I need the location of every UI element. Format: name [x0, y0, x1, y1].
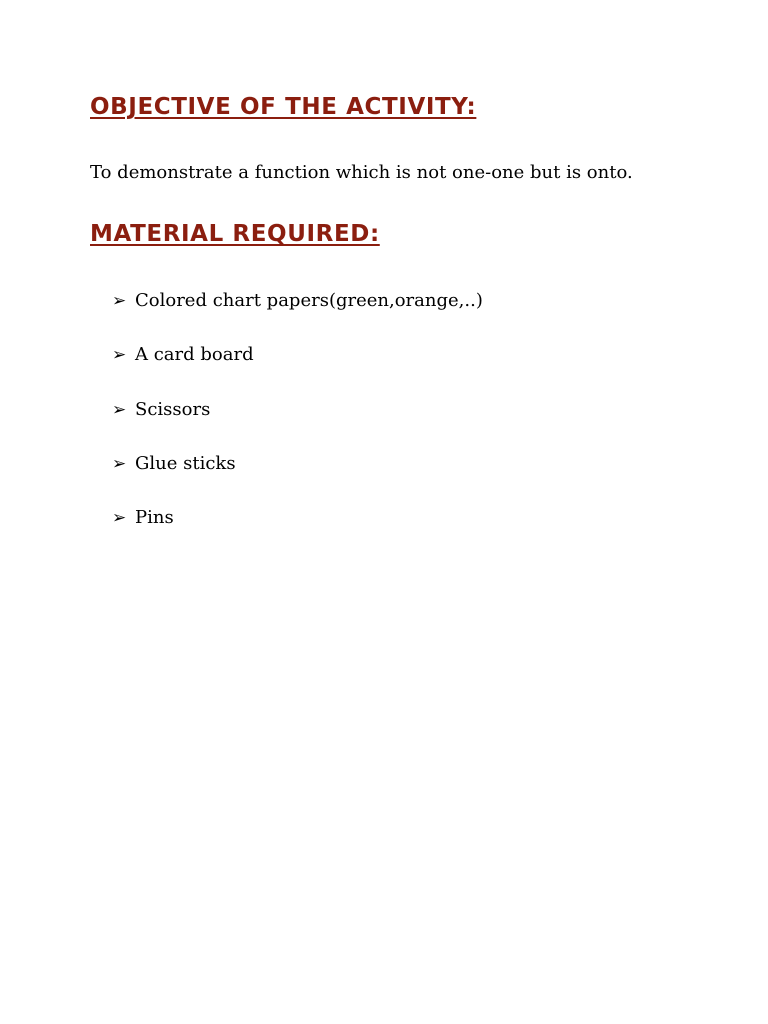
list-item — [112, 290, 483, 344]
list-item — [112, 399, 483, 453]
list-item-label: Pins — [135, 507, 174, 529]
objective-text: To demonstrate a function which is not one-one but is onto. — [90, 162, 633, 183]
material-list — [112, 290, 483, 561]
list-item-label: Glue sticks — [135, 452, 236, 474]
arrowhead-bullet-icon: ➢ — [112, 291, 127, 311]
arrowhead-bullet-icon: ➢ — [112, 508, 127, 529]
arrowhead-bullet-icon: ➢ — [112, 345, 127, 366]
list-item-label: Colored chart papers(green,orange,..) — [135, 290, 483, 311]
material-heading: MATERIAL REQUIRED: — [90, 221, 380, 247]
objective-heading: OBJECTIVE OF THE ACTIVITY: — [90, 94, 477, 120]
list-item-label: A card board — [135, 344, 254, 366]
list-item — [112, 344, 483, 398]
list-item-label: Scissors — [135, 398, 211, 420]
arrowhead-bullet-icon: ➢ — [112, 399, 127, 420]
list-item — [112, 507, 483, 561]
arrowhead-bullet-icon: ➢ — [112, 453, 127, 474]
list-item — [112, 453, 483, 507]
